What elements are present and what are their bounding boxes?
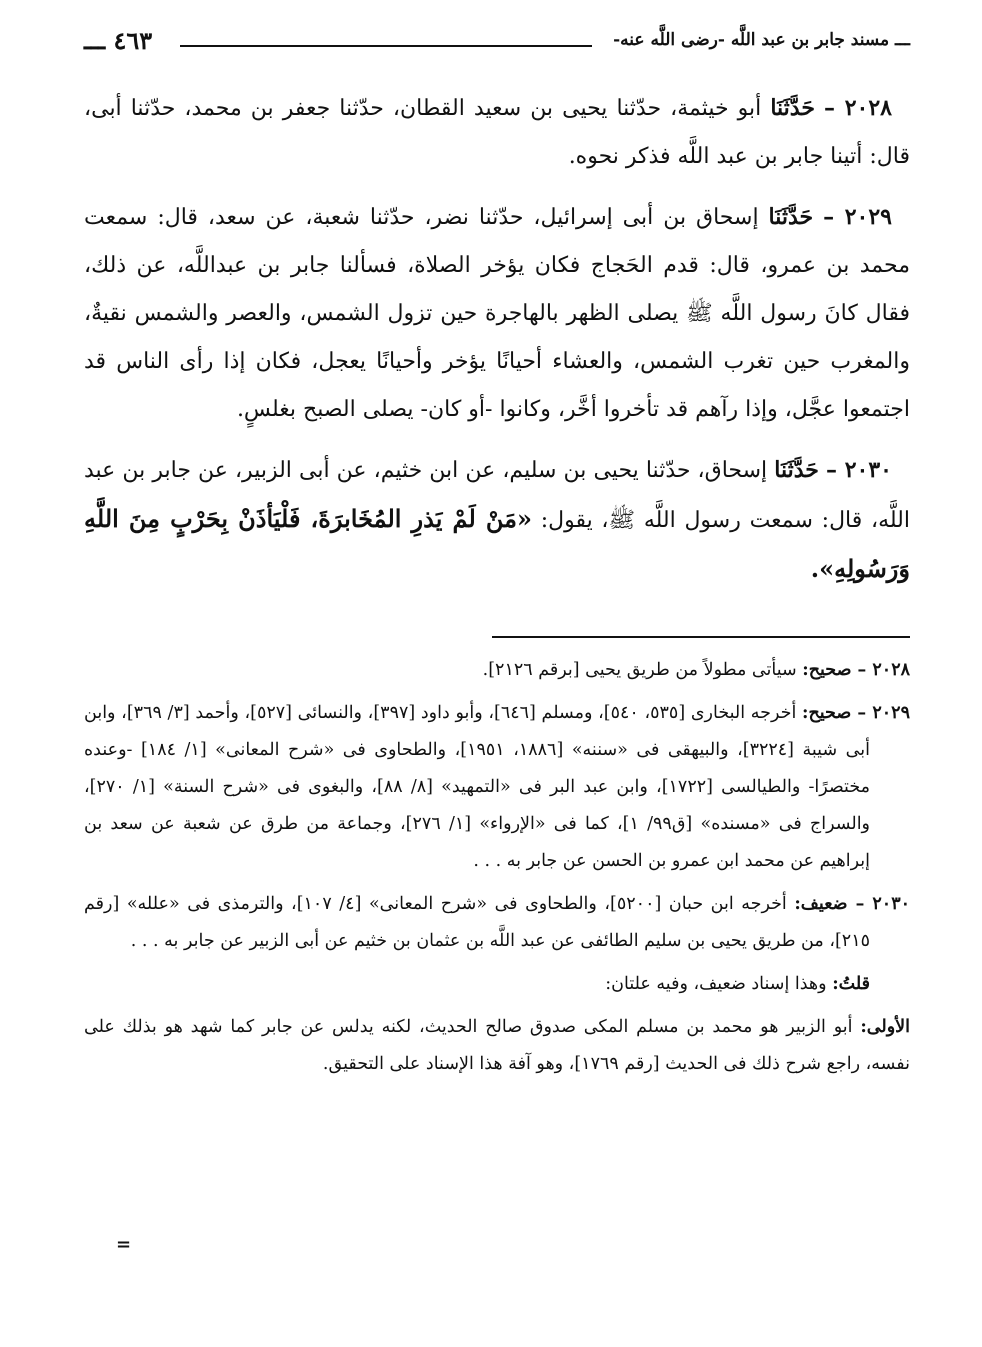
footnote-qultu: [84, 966, 910, 1003]
hadith-number: ٢٠٢٨ –: [824, 95, 892, 121]
footnote-label: ٢٠٢٨ – صحيح:: [802, 660, 910, 680]
qultu-text: وهذا إسناد ضعيف، وفيه علتان:: [605, 974, 827, 994]
footnote-label: ٢٠٣٠ – ضعيف:: [794, 894, 910, 914]
hadith-number: ٢٠٢٩ –: [823, 204, 892, 230]
hadith-2030: [84, 446, 910, 595]
hadith-body: إسحاق، حدّثنا يحيى بن سليم، عن ابن خثيم، عن أبى الزبير، عن جابر بن عبد اللَّه، قال: سمعت رسول اللَّه ﷺ، يقول:: [84, 458, 910, 533]
header-rule: [180, 45, 592, 47]
hadith-opening: حَدَّثَنَا: [774, 457, 819, 483]
hadith-opening: حَدَّثَنَا: [770, 95, 815, 121]
hadith-2029: [84, 193, 910, 434]
footnotes: [84, 652, 910, 1089]
footnote-text: سيأتى مطولاً من طريق يحيى [برقم ٢١٢٦].: [482, 660, 797, 680]
footnote-label: ٢٠٢٩ – صحيح:: [802, 703, 910, 723]
page-number: ٤٦٣ ـــ: [84, 26, 153, 55]
hadith-body: إسحاق بن أبى إسرائيل، حدّثنا نضر، حدّثنا شعبة، عن سعد، قال: سمعت محمد بن عمرو، قال: قدم الحَجاج فكان يؤخر الصلاة، فسألنا جابر بن عبداللَّه، عن ذلك، فقال كانَ رسول اللَّه ﷺ يصلى الظهر بالهاجرة حين تزول الشمس، والعصر والشمس نقيةٌ، والمغرب حين تغرب الشمس، والعشاء أحيانًا يؤخر وأحيانًا يعجل، فكان إذا رأى الناس قد اجتمعوا عجَّل، وإذا رآهم قد تأخروا أخَّر، وكانوا -أو كان- يصلى الصبح بغلسٍ.: [84, 205, 910, 422]
footnote-text: أخرجه البخارى [٥٣٥، ٥٤٠]، ومسلم [٦٤٦]، وأبو داود [٣٩٧]، والنسائى [٥٢٧]، وأحمد [٣/ ٣٦٩]، وابن أبى شيبة [٣٢٢٤]، والبيهقى فى «سننه» [١٨٨٦، ١٩٥١]، والطحاوى فى «شرح المعانى» [١/ ١٨٤] -وعنده مختصرًا- والطيالسى [١٧٢٢]، وابن عبد البر فى «التمهيد» [٨/ ٨٨]، والبغوى فى «شرح السنة» [١/ ٢٧٠]، والسراج فى «مسنده» [ق٩٩/ ١]، كما فى «الإرواء» [١/ ٢٧٦]، وجماعة من طرق عن شعبة عن سعد بن إبراهيم عن محمد ابن عمرو بن الحسن عن جابر به . . .: [84, 703, 871, 871]
hadith-number: ٢٠٣٠ –: [825, 457, 892, 483]
hadith-body: أبو خيثمة، حدّثنا يحيى بن سعيد القطان، حدّثنا جعفر بن محمد، حدّثنا أبى، قال: أتينا جابر بن عبد اللَّه فذكر نحوه.: [84, 96, 910, 169]
qultu-label: قلتُ:: [832, 974, 870, 994]
hadith-2028: [84, 84, 910, 181]
footnote-2028: [84, 652, 910, 689]
continuation-mark: =: [116, 1234, 132, 1255]
footnote-text: أخرجه ابن حبان [٥٢٠٠]، والطحاوى فى «شرح المعانى» [٤/ ١٠٧]، والترمذى فى «علله» [رقم ٢١٥]، من طريق يحيى بن سليم الطائفى عن عبد اللَّه بن عثمان بن خثيم عن أبى الزبير عن جابر به . . .: [84, 894, 870, 951]
footnote-divider: [492, 636, 910, 638]
hadith-matn: «مَنْ لَمْ يَذرِ المُخَابرَةَ، فَلْيَأذَنْ بِحَرْبٍ مِنَ اللَّهِ وَرَسُولِهِ».: [84, 504, 910, 583]
footnote-2030: [84, 886, 910, 960]
footnote-ula: [84, 1009, 910, 1083]
page-header: [84, 28, 910, 64]
ula-label: الأولى:: [860, 1017, 910, 1037]
hadith-text: [84, 84, 910, 607]
ula-text: أبو الزبير هو محمد بن مسلم المكى صدوق صالح الحديث، لكنه يدلس عن جابر كما شهد هو بذلك على نفسه، راجع شرح ذلك فى الحديث [رقم ١٧٦٩]، وهو آفة هذا الإسناد على التحقيق.: [84, 1017, 910, 1074]
hadith-opening: حَدَّثَنَا: [768, 204, 814, 230]
running-title: ـــ مسند جابر بن عبد اللَّه -رضى اللَّه عنه-: [613, 30, 910, 50]
footnote-2029: [84, 695, 910, 880]
